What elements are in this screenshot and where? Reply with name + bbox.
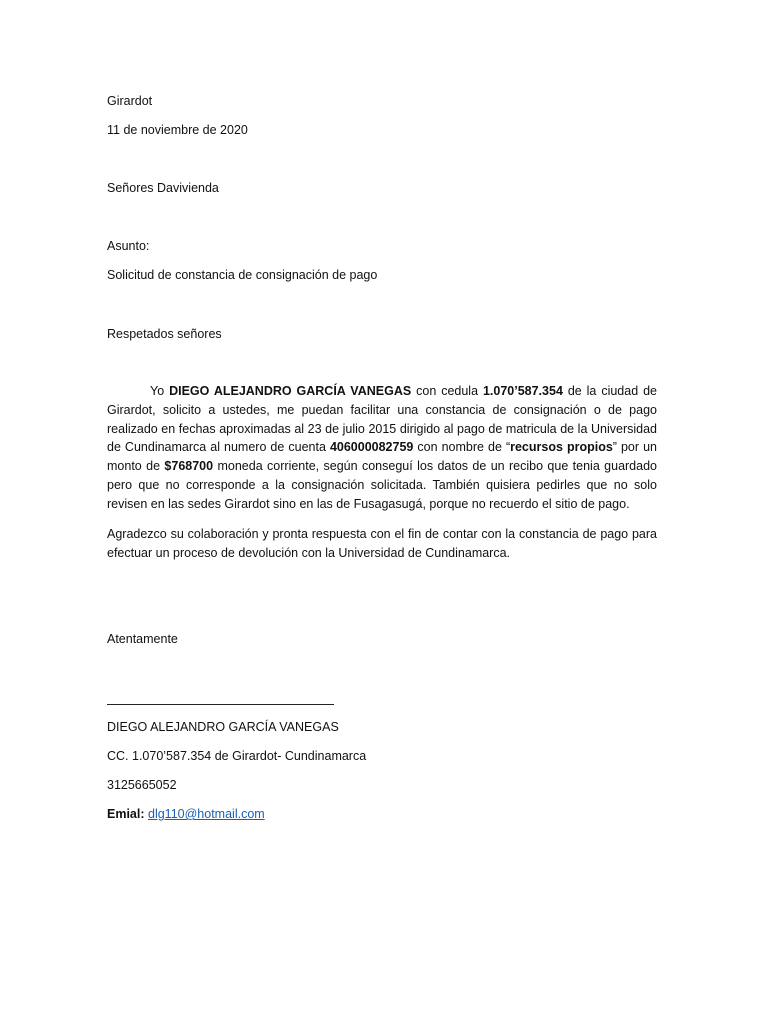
- p1-text-3: con nombre de “: [413, 440, 511, 455]
- body-paragraph-2: Agradezco su colaboración y pronta respuesta con el fin de contar con la constancia de pago para efectuar un proceso de devolución con la Universidad de Cundinamarca.: [107, 527, 657, 560]
- body-paragraph-1: [107, 382, 657, 514]
- signature-email-row: [107, 806, 265, 822]
- signature-id: CC. 1.070’587.354 de Girardot- Cundinamarca: [107, 749, 367, 763]
- email-label: Emial:: [107, 807, 145, 821]
- p1-text-1: con cedula: [411, 384, 483, 398]
- closing: Atentamente: [107, 632, 178, 646]
- p1-text-2: de la ciudad de Girardot, solicito a ustedes, me puedan facilitar una constancia de consignación o de pago realizado en fechas aproximadas al 23 de julio 2015 dirigido al pago de matricula de la Universidad de Cundinamarca al numero de cuenta: [107, 384, 657, 455]
- email-link[interactable]: dlg110@hotmail.com: [148, 807, 265, 821]
- p1-amount: $768700: [164, 459, 214, 474]
- p1-cedula: 1.070’587.354: [482, 384, 563, 398]
- signature-name: DIEGO ALEJANDRO GARCÍA VANEGAS: [107, 720, 339, 734]
- signature-phone: 3125665052: [107, 778, 177, 792]
- signature-line: [107, 704, 334, 705]
- p1-intro: Yo: [150, 384, 170, 398]
- p1-text-4: ” por un monto de: [107, 440, 657, 474]
- salutation: Respetados señores: [107, 327, 222, 341]
- letter-city: Girardot: [107, 94, 153, 108]
- p1-account: 406000082759: [329, 440, 414, 455]
- p1-account-name: recursos propios: [510, 440, 613, 455]
- p1-text-5: moneda corriente, según conseguí los datos de un recibo que tenia guardado pero que no corresponde a la consignación solicitada. También quisiera pedirles que no solo revisen en las sedes Girardot sino en las de Fusagasugá, porque no recuerdo el sitio de pago.: [107, 459, 657, 511]
- subject-text: Solicitud de constancia de consignación de pago: [107, 268, 378, 282]
- p1-name: DIEGO ALEJANDRO GARCÍA VANEGAS: [169, 384, 412, 398]
- letter-recipient: Señores Davivienda: [107, 181, 219, 195]
- letter-date: 11 de noviembre de 2020: [107, 123, 248, 137]
- subject-label: Asunto:: [107, 239, 150, 253]
